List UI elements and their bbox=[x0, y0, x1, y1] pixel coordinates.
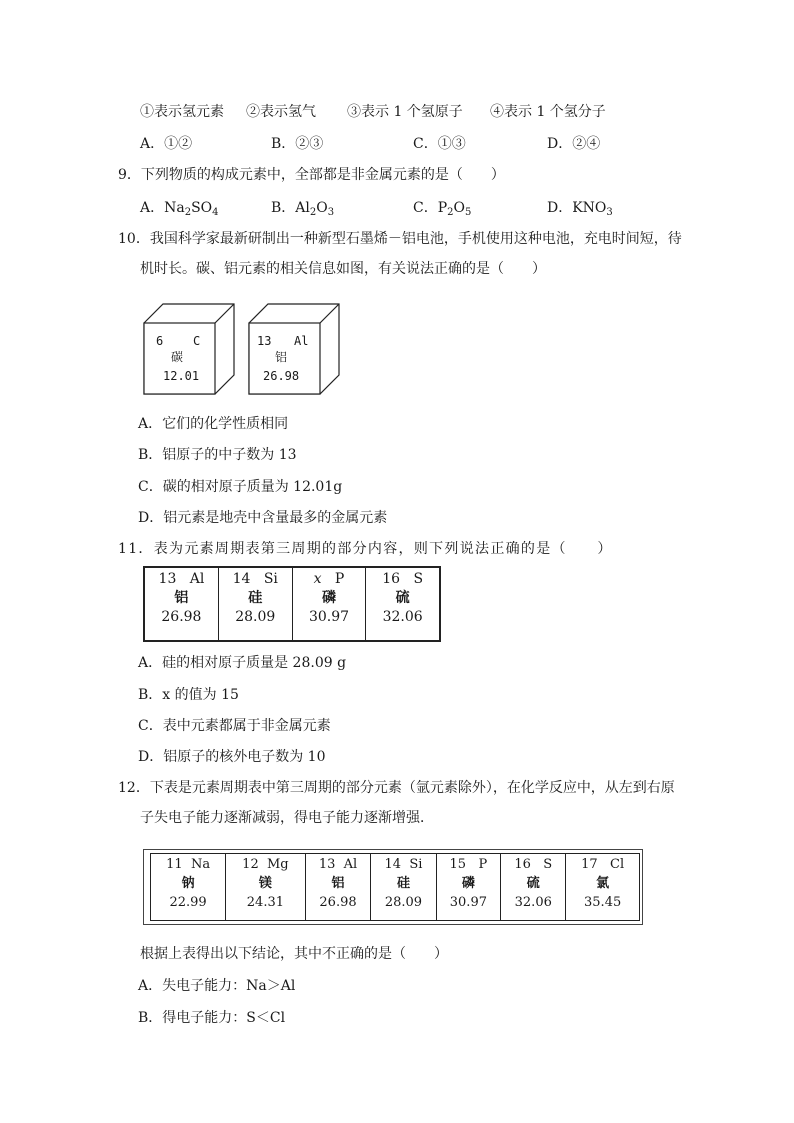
q11-cell-si bbox=[218, 567, 292, 641]
q12-cell-mg-name: 镁 bbox=[258, 876, 272, 891]
aluminum-symbol: Al bbox=[294, 334, 309, 348]
q12-cell-si-name: 硅 bbox=[396, 876, 410, 891]
carbon-number: 6 bbox=[156, 334, 164, 348]
q12-option-b: B．得电子能力：S＜Cl bbox=[138, 1010, 286, 1026]
q8-item-4: ④表示 1 个氢分子 bbox=[490, 104, 606, 120]
q9-option-c: C．$P_2O_5$ bbox=[413, 200, 472, 218]
carbon-symbol: C bbox=[193, 334, 201, 348]
q11-cell-si-header: 14 Si bbox=[232, 571, 278, 587]
q9-option-d: D．$KNO_3$ bbox=[547, 200, 613, 218]
aluminum-number: 13 bbox=[257, 334, 272, 348]
q8-item-3: ③表示 1 个氢原子 bbox=[347, 104, 463, 120]
q12-cell-na-name: 钠 bbox=[181, 876, 195, 891]
q12-stem-line2: 子失电子能力逐渐减弱，得电子能力逐渐增强． bbox=[140, 810, 434, 826]
q12-cell-cl-name: 氯 bbox=[596, 876, 610, 891]
q12-cell-p bbox=[436, 854, 501, 921]
q12-option-a: A．失电子能力：Na＞Al bbox=[138, 978, 296, 994]
q12-cell-al-mass: 26.98 bbox=[319, 895, 357, 910]
aluminum-mass: 26.98 bbox=[263, 369, 300, 383]
q12-cell-al bbox=[305, 854, 371, 921]
q10-option-a: A．它们的化学性质相同 bbox=[138, 416, 289, 432]
q9-option-a: A．$Na_2SO_4$ bbox=[140, 200, 219, 218]
q11-cell-al-name: 铝 bbox=[174, 590, 189, 606]
q8-item-1: ①表示氢元素 bbox=[140, 104, 224, 120]
carbon-element-cube bbox=[143, 303, 235, 395]
q11-stem: 11．表为元素周期表第三周期的部分内容，则下列说法正确的是（ ） bbox=[118, 541, 613, 557]
q10-option-c: C．碳的相对原子质量为 12.01g bbox=[138, 479, 343, 495]
q12-cell-s-header: 16 S bbox=[514, 857, 553, 872]
q11-periodic-table bbox=[143, 566, 441, 642]
q11-cell-s bbox=[366, 567, 440, 641]
q12-stem-line1: 12．下表是元素周期表中第三周期的部分元素（氩元素除外），在化学反应中，从左到右原 bbox=[118, 780, 675, 796]
q11-option-a: A．硅的相对原子质量是 28.09 g bbox=[138, 655, 347, 671]
q12-periodic-table bbox=[150, 853, 640, 921]
q12-cell-na-mass: 22.99 bbox=[169, 895, 207, 910]
q12-cell-s-mass: 32.06 bbox=[514, 895, 552, 910]
carbon-mass: 12.01 bbox=[163, 369, 200, 383]
q11-cell-si-mass: 28.09 bbox=[235, 609, 276, 625]
q12-cell-na-header: 11 Na bbox=[166, 857, 211, 872]
q12-cell-al-header: 13 Al bbox=[318, 857, 358, 872]
q11-cell-al-mass: 26.98 bbox=[161, 609, 202, 625]
q10-stem-line1: 10．我国科学家最新研制出一种新型石墨烯－铝电池，手机使用这种电池，充电时间短，待 bbox=[118, 231, 682, 247]
aluminum-element-cube bbox=[248, 303, 340, 395]
q9-stem: 9．下列物质的构成元素中，全部都是非金属元素的是（ ） bbox=[118, 167, 505, 183]
q10-stem-line2: 机时长。碳、铝元素的相关信息如图，有关说法正确的是（ ） bbox=[140, 261, 546, 277]
q11-cell-al bbox=[144, 567, 218, 641]
q12-cell-mg-header: 12 Mg bbox=[242, 857, 289, 872]
q8-option-c: C．①③ bbox=[413, 136, 466, 152]
q12-cell-si bbox=[371, 854, 436, 921]
q11-cell-s-mass: 32.06 bbox=[382, 609, 423, 625]
q12-cell-na bbox=[151, 854, 226, 921]
q11-cell-p-mass: 30.97 bbox=[308, 609, 350, 625]
q11-option-c: C．表中元素都属于非金属元素 bbox=[138, 718, 331, 734]
q11-cell-al-header: 13 Al bbox=[158, 571, 205, 587]
q11-cell-p bbox=[292, 567, 366, 641]
q8-item-2: ②表示氢气 bbox=[246, 104, 316, 120]
q11-option-d: D．铝原子的核外电子数为 10 bbox=[138, 749, 326, 765]
q8-option-b: B．②③ bbox=[271, 136, 324, 152]
q12-conclusion: 根据上表得出以下结论，其中不正确的是（ ） bbox=[140, 946, 448, 962]
q12-cell-si-header: 14 Si bbox=[384, 857, 423, 872]
q12-cell-p-header: 15 P bbox=[449, 857, 488, 872]
q12-cell-p-name: 磷 bbox=[461, 876, 475, 891]
q11-cell-p-header: x P bbox=[313, 571, 345, 587]
q12-cell-mg-mass: 24.31 bbox=[246, 895, 284, 910]
q9-option-b: B．$Al_2O_3$ bbox=[271, 200, 335, 218]
q11-option-b: B．x 的值为 15 bbox=[138, 687, 239, 703]
q10-option-b: B．铝原子的中子数为 13 bbox=[138, 447, 297, 463]
q8-option-a: A．①② bbox=[140, 136, 193, 152]
q11-cell-s-name: 硫 bbox=[395, 590, 410, 606]
q12-cell-s-name: 硫 bbox=[526, 876, 540, 891]
q11-cell-si-name: 硅 bbox=[248, 590, 263, 606]
q12-cell-s bbox=[501, 854, 566, 921]
q12-cell-mg bbox=[226, 854, 305, 921]
carbon-name: 碳 bbox=[171, 350, 184, 364]
q10-option-d: D．铝元素是地壳中含量最多的金属元素 bbox=[138, 510, 388, 526]
q12-cell-cl-header: 17 Cl bbox=[581, 857, 625, 872]
q12-cell-p-mass: 30.97 bbox=[449, 895, 487, 910]
q12-cell-al-name: 铝 bbox=[331, 876, 345, 891]
q12-cell-cl bbox=[566, 854, 640, 921]
q12-cell-si-mass: 28.09 bbox=[384, 895, 423, 910]
q8-option-d: D．②④ bbox=[547, 136, 601, 152]
q11-cell-s-header: 16 S bbox=[382, 571, 424, 587]
q11-cell-p-name: 磷 bbox=[322, 590, 336, 606]
aluminum-name: 铝 bbox=[275, 350, 288, 364]
q12-cell-cl-mass: 35.45 bbox=[584, 895, 622, 910]
